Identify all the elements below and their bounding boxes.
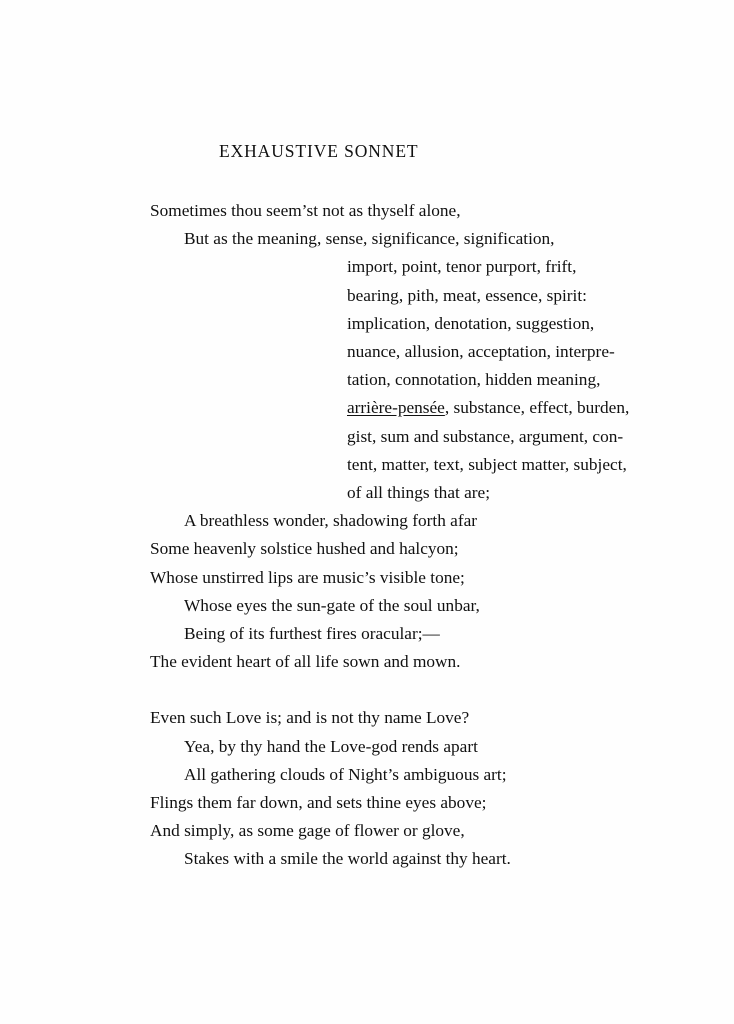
- poem-line: Stakes with a smile the world against thy heart.: [184, 849, 511, 869]
- poem-line: And simply, as some gage of flower or glove,: [150, 821, 465, 841]
- poem-line: Being of its furthest fires oracular;—: [184, 624, 440, 644]
- page-title: EXHAUSTIVE SONNET: [219, 141, 419, 161]
- poem-line: But as the meaning, sense, significance, signification,: [184, 229, 555, 249]
- poem-line: The evident heart of all life sown and mown.: [150, 652, 461, 672]
- poem-line: Sometimes thou seem’st not as thyself alone,: [150, 201, 461, 220]
- poem-line: bearing, pith, meat, essence, spirit:: [347, 285, 587, 305]
- poem-line: All gathering clouds of Night’s ambiguous art;: [184, 764, 507, 784]
- poem-line: tent, matter, text, subject matter, subject,: [347, 454, 627, 474]
- poem-body: [150, 197, 710, 902]
- emphasized-phrase: arrière-pensée: [347, 398, 445, 418]
- poem-line: Whose unstirred lips are music’s visible tone;: [150, 567, 465, 587]
- poem-line: implication, denotation, suggestion,: [347, 313, 595, 333]
- poem-line: import, point, tenor purport, frift,: [347, 257, 577, 277]
- poem-line: tation, connotation, hidden meaning,: [347, 370, 601, 390]
- poem-line: [150, 394, 710, 422]
- poem-line-text: , substance, effect, burden,: [444, 398, 630, 418]
- poem-line: Even such Love is; and is not thy name Love?: [150, 708, 470, 728]
- poem-line: gist, sum and substance, argument, con-: [347, 426, 624, 446]
- stanza: [150, 197, 710, 676]
- poem-line: nuance, allusion, acceptation, interpre-: [347, 342, 615, 362]
- poem-line: Yea, by thy hand the Love-god rends apart: [184, 736, 478, 756]
- stanza: [150, 704, 710, 873]
- poem-line: Some heavenly solstice hushed and halcyon;: [150, 539, 459, 559]
- poem-line: of all things that are;: [347, 483, 491, 503]
- poem-line: Whose eyes the sun-gate of the soul unbar,: [184, 595, 480, 615]
- poem-line: Flings them far down, and sets thine eyes above;: [150, 793, 487, 813]
- poem-line: A breathless wonder, shadowing forth afar: [184, 511, 478, 531]
